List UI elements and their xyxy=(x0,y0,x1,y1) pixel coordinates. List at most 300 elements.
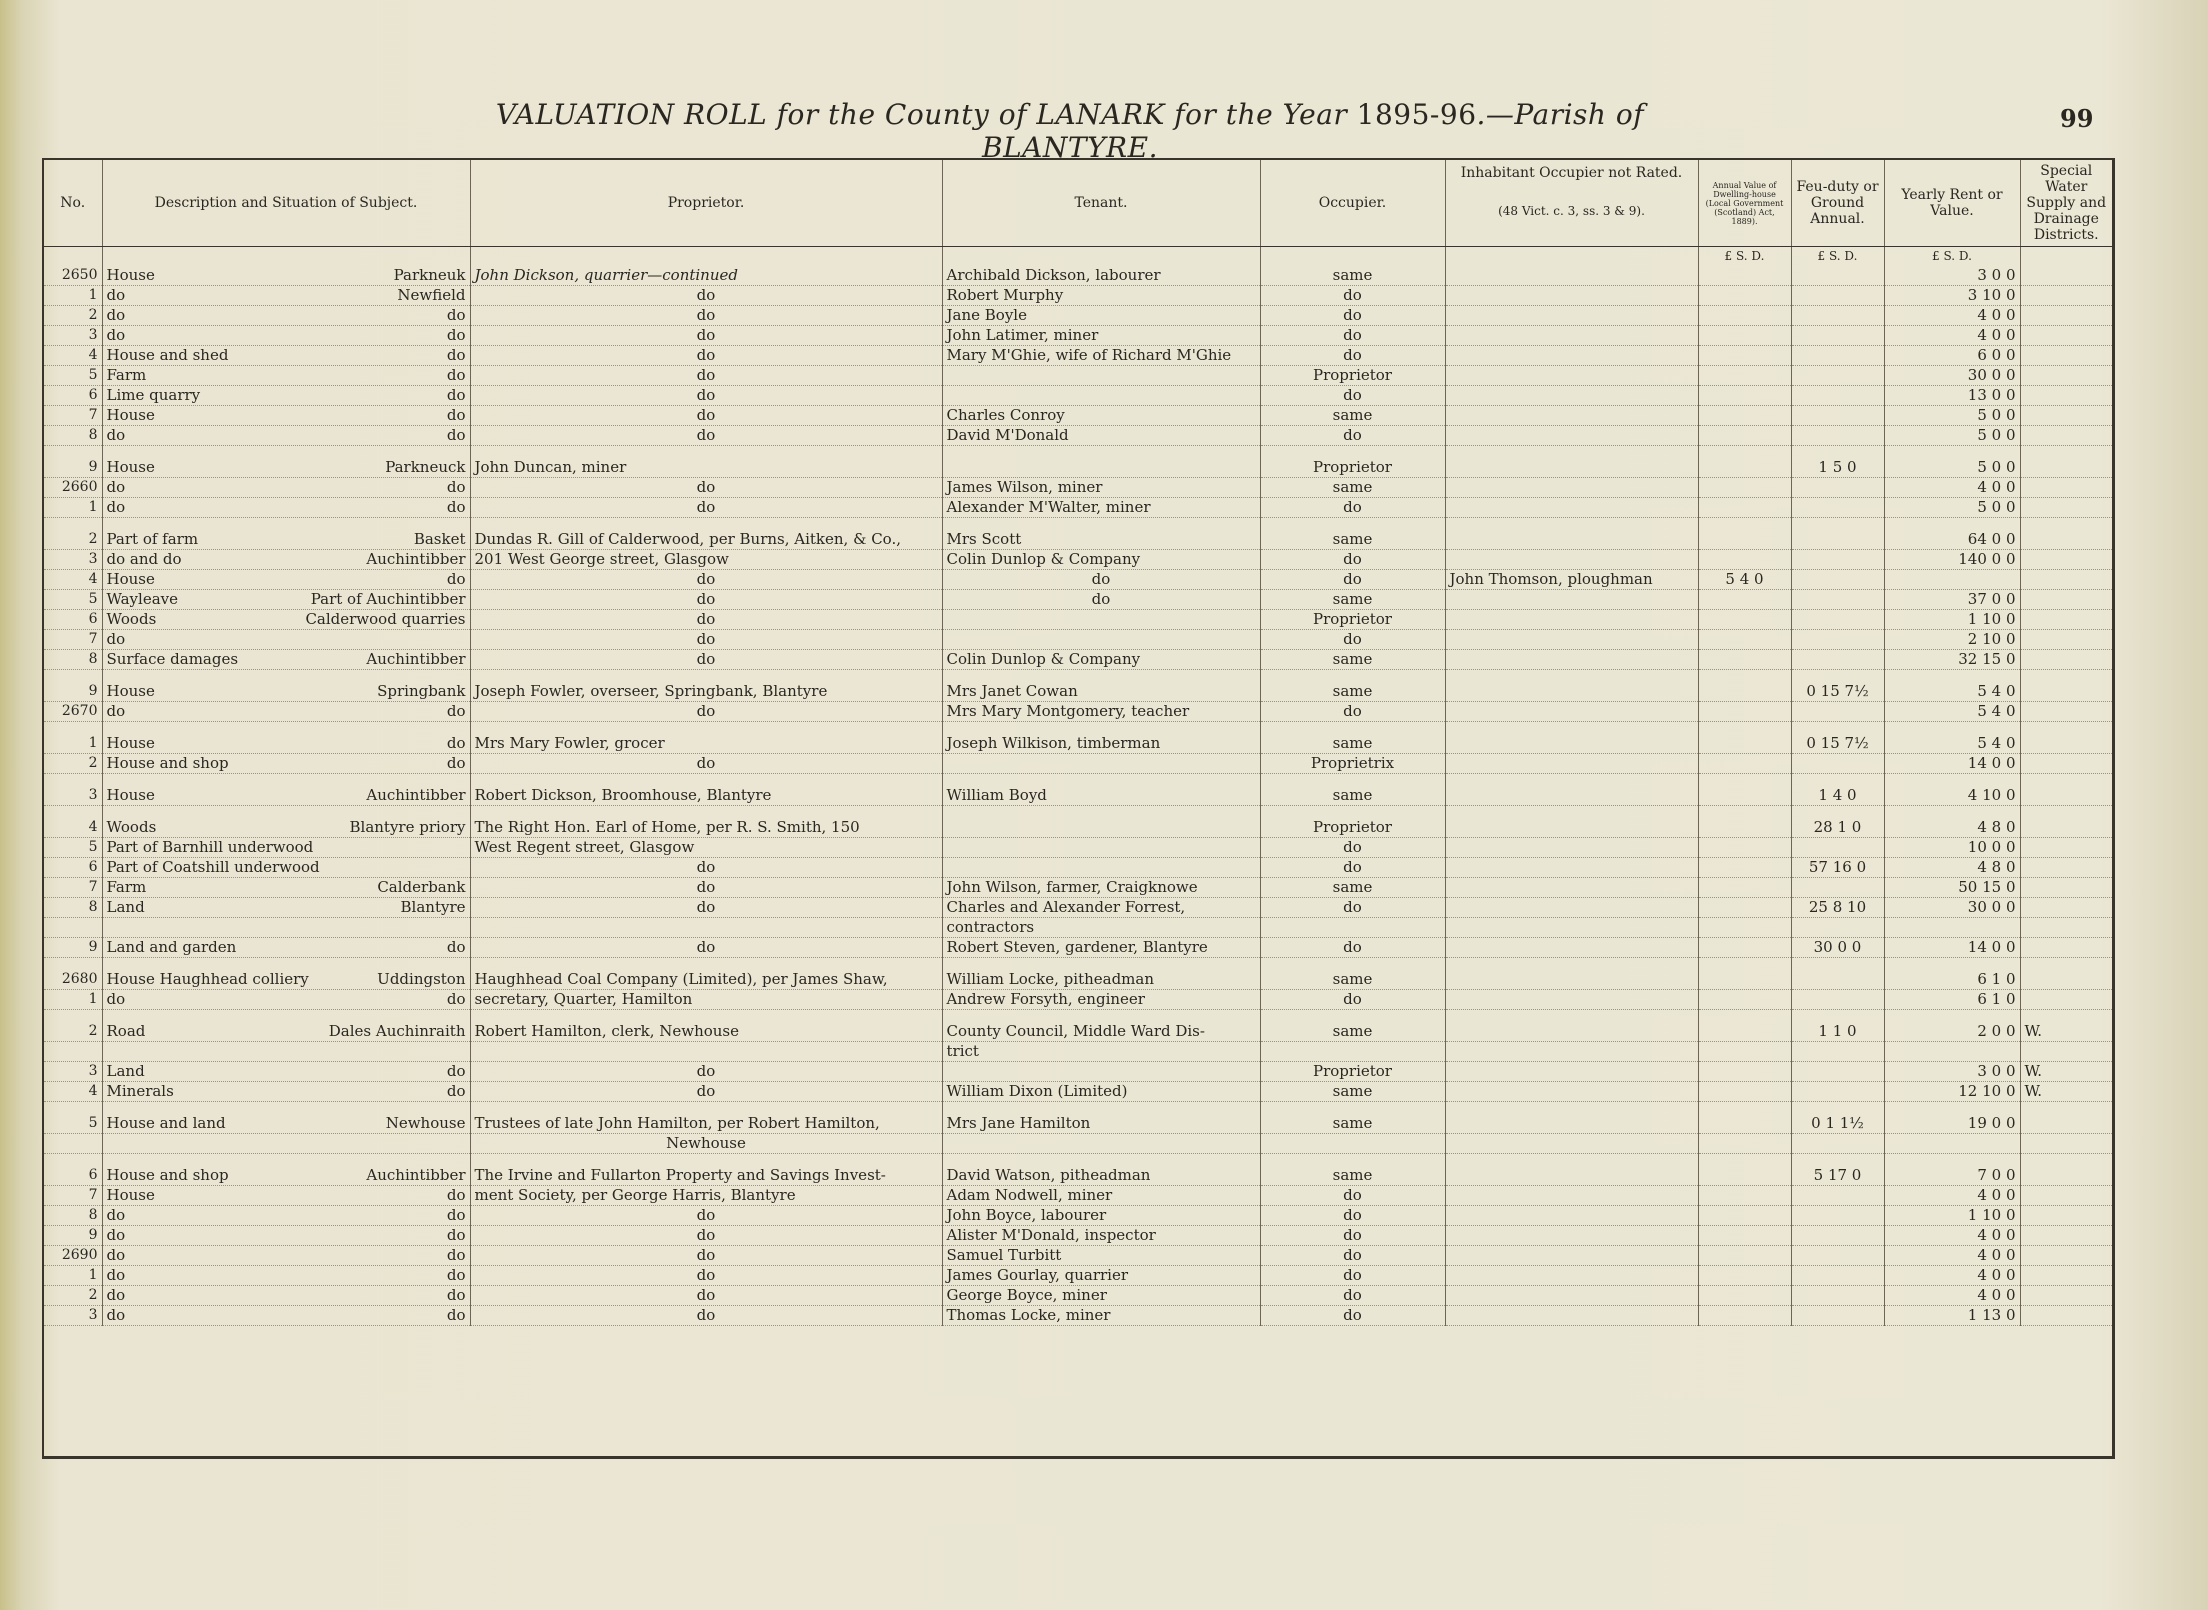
cell-no: 8 xyxy=(44,650,102,670)
cell-no: 1 xyxy=(44,990,102,1010)
description-text: House and shop xyxy=(106,1166,229,1184)
cell-tenant: Thomas Locke, miner xyxy=(942,1306,1260,1326)
cell-special xyxy=(2020,1206,2112,1226)
spacer-cell xyxy=(470,806,942,819)
cell-feu-duty: 0 15 7½ xyxy=(1791,682,1884,702)
cell-occupier: same xyxy=(1260,650,1445,670)
spacer-cell xyxy=(2020,1154,2112,1167)
cell-special xyxy=(2020,858,2112,878)
cell-tenant xyxy=(942,858,1260,878)
cell-yearly-rent: 14 0 0 xyxy=(1884,754,2020,774)
header-description: Description and Situation of Subject. xyxy=(102,160,470,247)
description-wrap xyxy=(107,786,466,805)
spacer-cell xyxy=(1445,806,1698,819)
table-row xyxy=(44,1166,2112,1186)
cell-inhabitant xyxy=(1445,530,1698,550)
cell-occupier: Proprietor xyxy=(1260,818,1445,838)
description-text: House xyxy=(106,786,155,804)
description-text: do and do xyxy=(106,550,182,568)
cell-description xyxy=(102,266,470,286)
cell-inhabitant xyxy=(1445,1306,1698,1326)
cell-annual-value xyxy=(1698,754,1791,774)
cell-description xyxy=(102,426,470,446)
cell-inhabitant xyxy=(1445,1226,1698,1246)
situation-text: do xyxy=(446,1082,466,1100)
cell-feu-duty xyxy=(1791,878,1884,898)
spacer-cell xyxy=(1445,518,1698,531)
spacer-cell xyxy=(942,774,1260,787)
spacer-cell xyxy=(942,1154,1260,1167)
cell-inhabitant xyxy=(1445,838,1698,858)
cell-occupier: do xyxy=(1260,990,1445,1010)
cell-special xyxy=(2020,326,2112,346)
cell-annual-value xyxy=(1698,970,1791,990)
cell-tenant: County Council, Middle Ward Dis- xyxy=(942,1022,1260,1042)
cell-description xyxy=(102,918,470,938)
table-row xyxy=(44,990,2112,1010)
cell-description xyxy=(102,1022,470,1042)
cell-special xyxy=(2020,498,2112,518)
cell-description xyxy=(102,346,470,366)
spacer-cell xyxy=(1884,518,2020,531)
cell-no: 2 xyxy=(44,530,102,550)
cell-special xyxy=(2020,1186,2112,1206)
situation-text: Auchintibber xyxy=(366,786,466,804)
cell-feu-duty xyxy=(1791,650,1884,670)
cell-occupier: same xyxy=(1260,970,1445,990)
cell-annual-value xyxy=(1698,406,1791,426)
cell-occupier: same xyxy=(1260,478,1445,498)
cell-special: W. xyxy=(2020,1062,2112,1082)
cell-proprietor: do xyxy=(470,478,942,498)
cell-description xyxy=(102,682,470,702)
cell-annual-value xyxy=(1698,990,1791,1010)
description-text: do xyxy=(106,478,126,496)
spacer-cell xyxy=(470,1154,942,1167)
cell-no: 3 xyxy=(44,550,102,570)
spacer-cell xyxy=(1260,518,1445,531)
cell-occupier: same xyxy=(1260,590,1445,610)
cell-occupier xyxy=(1260,1042,1445,1062)
cell-annual-value xyxy=(1698,1286,1791,1306)
cell-occupier: same xyxy=(1260,1166,1445,1186)
cell-description xyxy=(102,1286,470,1306)
header-yearly-rent: Yearly Rent or Value. xyxy=(1884,160,2020,247)
cell-inhabitant xyxy=(1445,550,1698,570)
cell-special xyxy=(2020,306,2112,326)
cell-tenant xyxy=(942,458,1260,478)
description-text: Land xyxy=(106,898,145,916)
spacer-row xyxy=(44,1102,2112,1115)
description-wrap xyxy=(107,1186,466,1205)
cell-annual-value xyxy=(1698,286,1791,306)
cell-yearly-rent: 4 0 0 xyxy=(1884,1266,2020,1286)
cell-tenant: James Wilson, miner xyxy=(942,478,1260,498)
cell-yearly-rent: 19 0 0 xyxy=(1884,1114,2020,1134)
cell-description xyxy=(102,786,470,806)
spacer-cell xyxy=(2020,774,2112,787)
description-text: House xyxy=(106,266,155,284)
cell-no: 7 xyxy=(44,406,102,426)
valuation-table-frame xyxy=(42,158,2115,1459)
cell-no: 5 xyxy=(44,590,102,610)
spacer-cell xyxy=(1260,958,1445,971)
spacer-cell xyxy=(1698,1010,1791,1023)
spacer-cell xyxy=(1698,774,1791,787)
cell-proprietor: Dundas R. Gill of Calderwood, per Burns, Aitken, & Co., xyxy=(470,530,942,550)
spacer-cell xyxy=(44,446,102,459)
spacer-cell xyxy=(44,774,102,787)
spacer-cell xyxy=(1791,1102,1884,1115)
cell-tenant xyxy=(942,754,1260,774)
cell-yearly-rent: 10 0 0 xyxy=(1884,838,2020,858)
cell-inhabitant xyxy=(1445,326,1698,346)
cell-no: 2 xyxy=(44,1286,102,1306)
cell-proprietor: do xyxy=(470,346,942,366)
cell-feu-duty: 0 15 7½ xyxy=(1791,734,1884,754)
spacer-cell xyxy=(942,670,1260,683)
cell-special xyxy=(2020,1042,2112,1062)
cell-special xyxy=(2020,650,2112,670)
cell-tenant: William Locke, pitheadman xyxy=(942,970,1260,990)
cell-annual-value xyxy=(1698,878,1791,898)
cell-proprietor xyxy=(470,918,942,938)
situation-text: do xyxy=(446,570,466,588)
cell-yearly-rent: 4 0 0 xyxy=(1884,326,2020,346)
cell-annual-value xyxy=(1698,366,1791,386)
cell-inhabitant xyxy=(1445,1246,1698,1266)
cell-proprietor: do xyxy=(470,858,942,878)
cell-description xyxy=(102,306,470,326)
cell-occupier: do xyxy=(1260,286,1445,306)
description-wrap xyxy=(107,326,466,345)
table-row xyxy=(44,1286,2112,1306)
cell-proprietor: do xyxy=(470,1286,942,1306)
cell-special xyxy=(2020,818,2112,838)
cell-occupier: do xyxy=(1260,1266,1445,1286)
description-wrap xyxy=(107,1166,466,1185)
cell-occupier: Proprietor xyxy=(1260,458,1445,478)
cell-occupier: do xyxy=(1260,1286,1445,1306)
description-wrap xyxy=(107,682,466,701)
cell-feu-duty: 1 5 0 xyxy=(1791,458,1884,478)
spacer-cell xyxy=(1791,1154,1884,1167)
spacer-cell xyxy=(942,1010,1260,1023)
cell-occupier: do xyxy=(1260,838,1445,858)
description-wrap xyxy=(107,386,466,405)
description-text: Farm xyxy=(106,366,147,384)
cell-inhabitant xyxy=(1445,702,1698,722)
currency-row xyxy=(44,247,2112,267)
cell-proprietor: Haughhead Coal Company (Limited), per James Shaw, xyxy=(470,970,942,990)
spacer-cell xyxy=(1260,806,1445,819)
spacer-cell xyxy=(470,1102,942,1115)
cell-no: 3 xyxy=(44,1306,102,1326)
cell-special xyxy=(2020,918,2112,938)
cell-inhabitant xyxy=(1445,938,1698,958)
spacer-cell xyxy=(2020,1010,2112,1023)
header-inhabitant-act: (48 Vict. c. 3, ss. 3 & 9). xyxy=(1498,204,1645,218)
cell-feu-duty xyxy=(1791,406,1884,426)
cell-occupier: same xyxy=(1260,1022,1445,1042)
table-row xyxy=(44,938,2112,958)
spacer-cell xyxy=(1260,1010,1445,1023)
description-text: Woods xyxy=(106,818,157,836)
cell-no: 8 xyxy=(44,898,102,918)
cell-occupier xyxy=(1260,1134,1445,1154)
cell-yearly-rent: 30 0 0 xyxy=(1884,366,2020,386)
cell-yearly-rent: 7 0 0 xyxy=(1884,1166,2020,1186)
cell-feu-duty xyxy=(1791,702,1884,722)
cell-description xyxy=(102,1186,470,1206)
description-wrap xyxy=(107,970,466,989)
cell-special xyxy=(2020,898,2112,918)
cell-description xyxy=(102,1114,470,1134)
cell-annual-value xyxy=(1698,346,1791,366)
cell-special xyxy=(2020,1306,2112,1326)
cell-yearly-rent: 4 0 0 xyxy=(1884,478,2020,498)
situation-text: do xyxy=(446,498,466,516)
header-tenant: Tenant. xyxy=(942,160,1260,247)
situation-text: Parkneuk xyxy=(393,266,466,284)
cell-no: 2690 xyxy=(44,1246,102,1266)
cell-description xyxy=(102,458,470,478)
cell-feu-duty xyxy=(1791,426,1884,446)
spacer-cell xyxy=(470,446,942,459)
cell-proprietor: Trustees of late John Hamilton, per Robert Hamilton, xyxy=(470,1114,942,1134)
cell-description xyxy=(102,590,470,610)
cell-no: 9 xyxy=(44,458,102,478)
cell-no: 8 xyxy=(44,426,102,446)
cell-proprietor: do xyxy=(470,1062,942,1082)
cell-inhabitant: John Thomson, ploughman xyxy=(1445,570,1698,590)
cell-yearly-rent xyxy=(1884,918,2020,938)
description-text: do xyxy=(106,326,126,344)
spacer-cell xyxy=(44,722,102,735)
cell-inhabitant xyxy=(1445,858,1698,878)
spacer-cell xyxy=(102,774,470,787)
cell-proprietor: do xyxy=(470,610,942,630)
cell-feu-duty xyxy=(1791,1286,1884,1306)
cell-annual-value xyxy=(1698,858,1791,878)
cell-special xyxy=(2020,938,2112,958)
cell-feu-duty xyxy=(1791,386,1884,406)
cell-annual-value xyxy=(1698,530,1791,550)
cell-tenant: Andrew Forsyth, engineer xyxy=(942,990,1260,1010)
cell-no xyxy=(44,1042,102,1062)
description-wrap xyxy=(107,530,466,549)
cell-tenant: Robert Steven, gardener, Blantyre xyxy=(942,938,1260,958)
cell-proprietor: secretary, Quarter, Hamilton xyxy=(470,990,942,1010)
cell-feu-duty xyxy=(1791,346,1884,366)
spacer-cell xyxy=(942,958,1260,971)
cell-description xyxy=(102,610,470,630)
cell-proprietor: John Duncan, miner xyxy=(470,458,942,478)
cell-description xyxy=(102,858,470,878)
cell-special xyxy=(2020,1134,2112,1154)
cell-proprietor: Joseph Fowler, overseer, Springbank, Blantyre xyxy=(470,682,942,702)
cell-empty xyxy=(1260,247,1445,267)
description-text: Surface damages xyxy=(106,650,239,668)
description-wrap xyxy=(107,1246,466,1265)
header-proprietor: Proprietor. xyxy=(470,160,942,247)
spacer-cell xyxy=(1698,670,1791,683)
cell-yearly-rent: 3 0 0 xyxy=(1884,1062,2020,1082)
cell-special xyxy=(2020,682,2112,702)
cell-tenant: William Dixon (Limited) xyxy=(942,1082,1260,1102)
cell-proprietor: do xyxy=(470,498,942,518)
table-row xyxy=(44,898,2112,918)
cell-yearly-rent: 4 0 0 xyxy=(1884,1246,2020,1266)
cell-proprietor: do xyxy=(470,286,942,306)
cell-tenant: David M'Donald xyxy=(942,426,1260,446)
spacer-cell xyxy=(102,446,470,459)
cell-tenant: Robert Murphy xyxy=(942,286,1260,306)
cell-special xyxy=(2020,1226,2112,1246)
spacer-cell xyxy=(1260,1102,1445,1115)
cell-no xyxy=(44,918,102,938)
cell-inhabitant xyxy=(1445,306,1698,326)
cell-yearly-rent: 4 0 0 xyxy=(1884,1226,2020,1246)
cell-inhabitant xyxy=(1445,734,1698,754)
description-wrap xyxy=(107,1226,466,1245)
cell-inhabitant xyxy=(1445,346,1698,366)
cell-yearly-rent xyxy=(1884,570,2020,590)
cell-yearly-rent: 2 0 0 xyxy=(1884,1022,2020,1042)
cell-occupier: do xyxy=(1260,386,1445,406)
description-text: Woods xyxy=(106,610,157,628)
situation-text: Blantyre xyxy=(400,898,466,916)
spacer-cell xyxy=(1884,1154,2020,1167)
description-text: House xyxy=(106,406,155,424)
cell-tenant: trict xyxy=(942,1042,1260,1062)
cell-special xyxy=(2020,458,2112,478)
cell-occupier: do xyxy=(1260,1226,1445,1246)
description-wrap xyxy=(107,858,466,877)
header-occupier: Occupier. xyxy=(1260,160,1445,247)
description-wrap xyxy=(107,702,466,721)
cell-annual-value xyxy=(1698,326,1791,346)
cell-description xyxy=(102,630,470,650)
description-text: do xyxy=(106,286,126,304)
cell-inhabitant xyxy=(1445,1186,1698,1206)
spacer-cell xyxy=(102,958,470,971)
cell-occupier: Proprietor xyxy=(1260,1062,1445,1082)
cell-annual-value xyxy=(1698,1062,1791,1082)
spacer-cell xyxy=(1791,518,1884,531)
cell-proprietor: do xyxy=(470,306,942,326)
header-row xyxy=(44,160,2112,247)
description-text: do xyxy=(106,1226,126,1244)
situation-text: do xyxy=(446,1186,466,1204)
cell-description xyxy=(102,1266,470,1286)
spacer-cell xyxy=(2020,958,2112,971)
description-wrap xyxy=(107,1062,466,1081)
cell-feu-duty: 25 8 10 xyxy=(1791,898,1884,918)
cell-feu-duty xyxy=(1791,1306,1884,1326)
situation-text: do xyxy=(446,734,466,752)
spacer-cell xyxy=(470,670,942,683)
spacer-cell xyxy=(470,1010,942,1023)
situation-text: do xyxy=(446,346,466,364)
cell-no: 8 xyxy=(44,1206,102,1226)
spacer-cell xyxy=(1791,958,1884,971)
cell-proprietor: do xyxy=(470,1206,942,1226)
table-row xyxy=(44,550,2112,570)
cell-inhabitant xyxy=(1445,878,1698,898)
cell-tenant: Colin Dunlop & Company xyxy=(942,550,1260,570)
cell-tenant: do xyxy=(942,570,1260,590)
table-row xyxy=(44,426,2112,446)
description-text: do xyxy=(106,1246,126,1264)
cell-yearly-rent: 5 4 0 xyxy=(1884,702,2020,722)
spacer-cell xyxy=(1698,806,1791,819)
cell-proprietor: do xyxy=(470,426,942,446)
spacer-row xyxy=(44,958,2112,971)
cell-tenant: David Watson, pitheadman xyxy=(942,1166,1260,1186)
cell-no: 6 xyxy=(44,610,102,630)
cell-no: 6 xyxy=(44,1166,102,1186)
cell-no: 4 xyxy=(44,346,102,366)
cell-yearly-rent: 5 0 0 xyxy=(1884,406,2020,426)
cell-annual-value xyxy=(1698,1022,1791,1042)
situation-text: Auchintibber xyxy=(366,550,466,568)
cell-tenant: Samuel Turbitt xyxy=(942,1246,1260,1266)
cell-no: 6 xyxy=(44,858,102,878)
situation-text: Auchintibber xyxy=(366,650,466,668)
cell-tenant: Charles and Alexander Forrest, xyxy=(942,898,1260,918)
cell-description xyxy=(102,754,470,774)
description-text: do xyxy=(106,498,126,516)
situation-text: Newhouse xyxy=(385,1114,466,1132)
table-row xyxy=(44,1022,2112,1042)
cell-description xyxy=(102,1306,470,1326)
cell-yearly-rent: 5 0 0 xyxy=(1884,498,2020,518)
cell-feu-duty xyxy=(1791,1266,1884,1286)
spacer-cell xyxy=(942,518,1260,531)
cell-feu-duty: 28 1 0 xyxy=(1791,818,1884,838)
cell-inhabitant xyxy=(1445,590,1698,610)
currency-feu: £ S. D. xyxy=(1791,247,1884,267)
cell-no: 2 xyxy=(44,1022,102,1042)
cell-feu-duty xyxy=(1791,970,1884,990)
situation-text: Springbank xyxy=(377,682,466,700)
cell-inhabitant xyxy=(1445,650,1698,670)
cell-annual-value xyxy=(1698,426,1791,446)
spacer-cell xyxy=(44,670,102,683)
situation-text: Calderbank xyxy=(377,878,466,896)
cell-special xyxy=(2020,266,2112,286)
cell-proprietor: Newhouse xyxy=(470,1134,942,1154)
cell-annual-value xyxy=(1698,938,1791,958)
table-row xyxy=(44,498,2112,518)
cell-feu-duty: 30 0 0 xyxy=(1791,938,1884,958)
spacer-cell xyxy=(102,806,470,819)
spacer-row xyxy=(44,670,2112,683)
situation-text: do xyxy=(446,990,466,1008)
cell-feu-duty: 1 1 0 xyxy=(1791,1022,1884,1042)
cell-annual-value xyxy=(1698,550,1791,570)
cell-occupier: do xyxy=(1260,498,1445,518)
cell-yearly-rent: 37 0 0 xyxy=(1884,590,2020,610)
description-text: Lime quarry xyxy=(106,386,201,404)
description-wrap xyxy=(107,1286,466,1305)
spacer-cell xyxy=(470,774,942,787)
cell-proprietor: Robert Hamilton, clerk, Newhouse xyxy=(470,1022,942,1042)
cell-yearly-rent: 3 10 0 xyxy=(1884,286,2020,306)
cell-inhabitant xyxy=(1445,406,1698,426)
cell-description xyxy=(102,366,470,386)
